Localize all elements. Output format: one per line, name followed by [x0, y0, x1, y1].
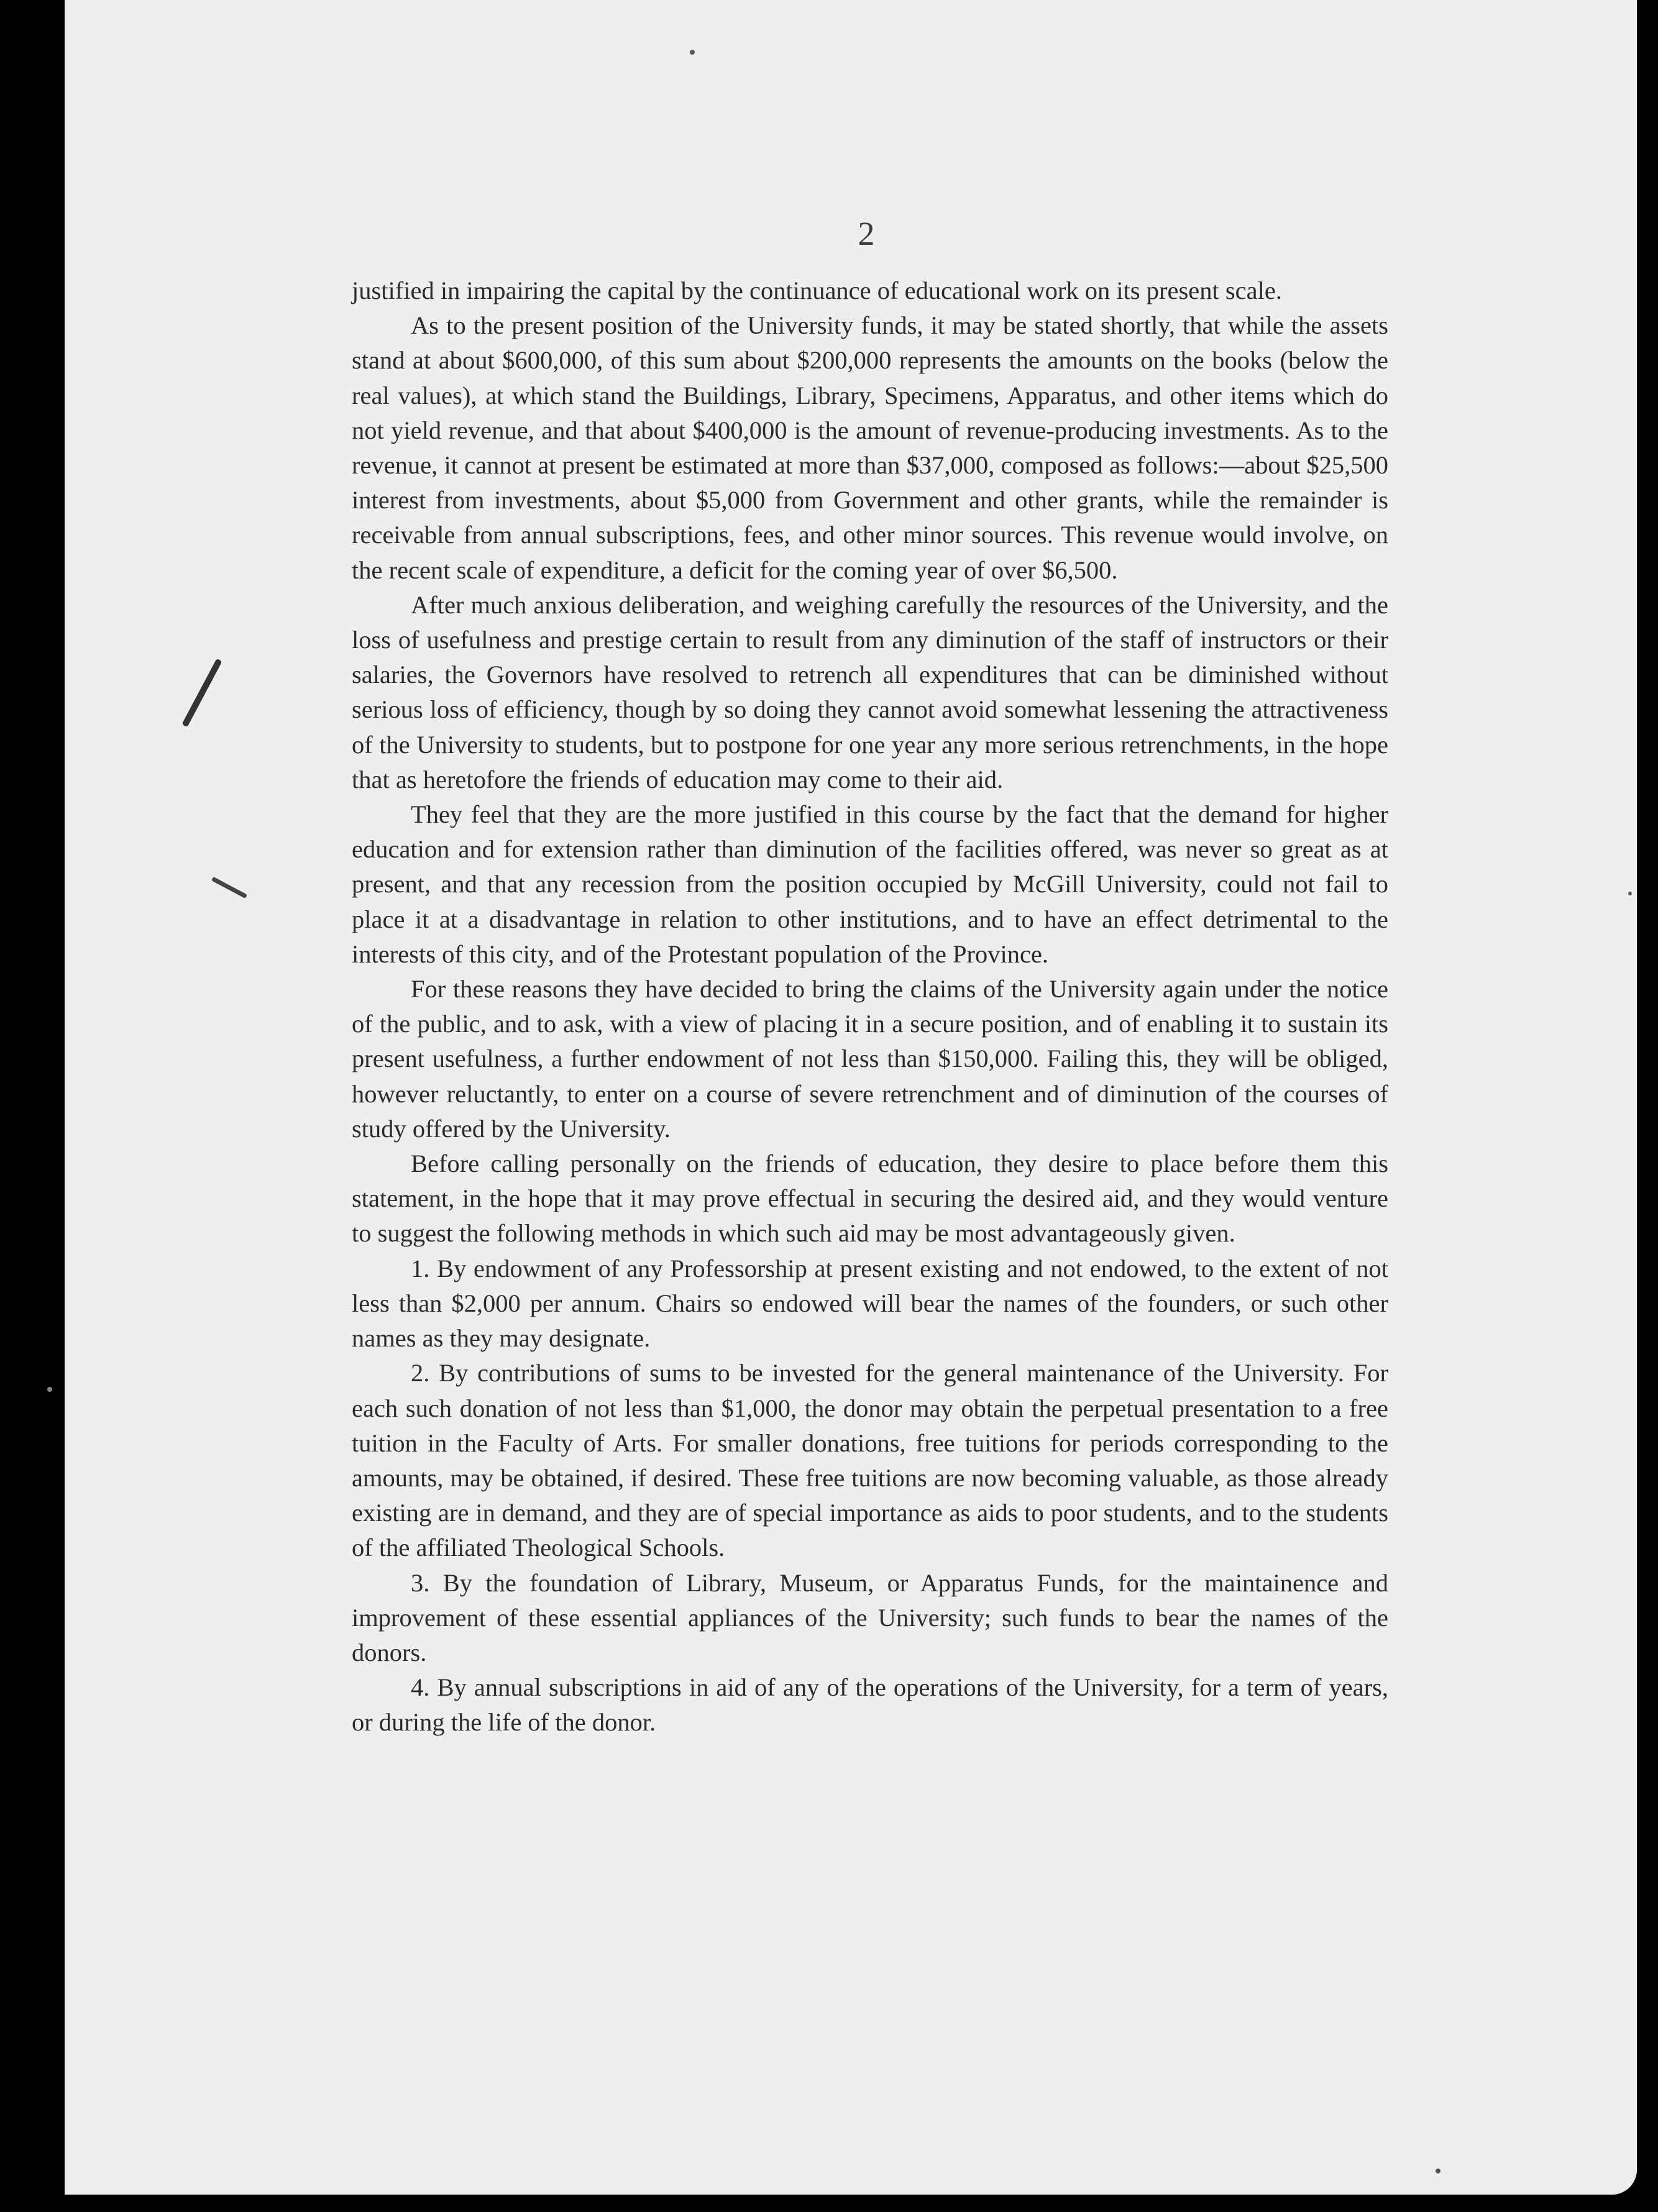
- page-number: 2: [858, 215, 875, 252]
- list-item: 4. By annual subscriptions in aid of any of the operations of the University, for a term of years, or during the life of the donor.: [352, 1673, 1388, 1737]
- paragraph: After much anxious deliberation, and weighing carefully the resources of the University, and the loss of usefulness and prestige certain to result from any diminution of the staff of instructors or their salaries, the Governors have resolved to retrench all expenditures that can be diminished without serious loss of efficiency, though by so doing they cannot avoid somewhat lessening the attractiveness of the University to students, but to postpone for one year any more serious retrenchments, in the hope that as heretofore the friends of education may come to their aid.: [352, 590, 1388, 793]
- paragraph: justified in impairing the capital by the continuance of educational work on its present scale.: [352, 276, 1282, 304]
- paragraph: For these reasons they have decided to bring the claims of the University again under the notice of the public, and to ask, with a view of placing it in a secure position, and of enabling it to sustain its present usefulness, a further endowment of not less than $150,000. Failing this, they will be obliged, however reluctantly, to enter on a course of severe retrenchment and of diminution of the courses of study offered by the University.: [352, 975, 1388, 1143]
- list-item: 1. By endowment of any Professorship at present existing and not endowed, to the extent of not less than $2,000 per annum. Chairs so endowed will bear the names of the founders, or such other names as they may designate.: [352, 1254, 1388, 1353]
- body-text: [352, 273, 1388, 1740]
- ink-speck: [1436, 2169, 1440, 2173]
- ink-speck: [1628, 892, 1632, 895]
- list-item: 2. By contributions of sums to be invested for the general maintenance of the University. For each such donation of not less than $1,000, the donor may obtain the perpetual presentation to a free tuition in the Faculty of Arts. For smaller donations, free tuitions for periods corresponding to the amounts, may be obtained, if desired. These free tuitions are now becoming valuable, as those already existing are in demand, and they are of special importance as aids to poor students, and to the students of the affiliated Theological Schools.: [352, 1359, 1388, 1562]
- document-page: [65, 0, 1637, 2195]
- paragraph: As to the present position of the University funds, it may be stated shortly, that while the assets stand at about $600,000, of this sum about $200,000 represents the amounts on the books (below the real values), at which stand the Buildings, Library, Specimens, Apparatus, and other items which do not yield revenue, and that about $400,000 is the amount of revenue-producing investments. As to the revenue, it cannot at present be estimated at more than $37,000, composed as follows:—about $25,500 interest from investments, about $5,000 from Government and other grants, while the remainder is receivable from annual subscriptions, fees, and other minor sources. This revenue would involve, on the recent scale of expenditure, a deficit for the coming year of over $6,500.: [352, 311, 1388, 584]
- ink-speck: [47, 1387, 52, 1392]
- paragraph: Before calling personally on the friends of education, they desire to place before them this statement, in the hope that it may prove effectual in securing the desired aid, and they would venture to suggest the following methods in which such aid may be most advantageously given.: [352, 1149, 1388, 1248]
- list-item: 3. By the foundation of Library, Museum, or Apparatus Funds, for the maintainence and improvement of these essential appliances of the University; such funds to bear the names of the donors.: [352, 1568, 1388, 1666]
- paragraph: They feel that they are the more justified in this course by the fact that the demand for higher education and for extension rather than diminution of the facilities offered, was never so great as at present, and that any recession from the position occupied by McGill University, could not fail to place it at a disadvantage in relation to other institutions, and to have an effect detrimental to the interests of this city, and of the Protestant population of the Province.: [352, 800, 1388, 968]
- ink-speck: [690, 50, 695, 55]
